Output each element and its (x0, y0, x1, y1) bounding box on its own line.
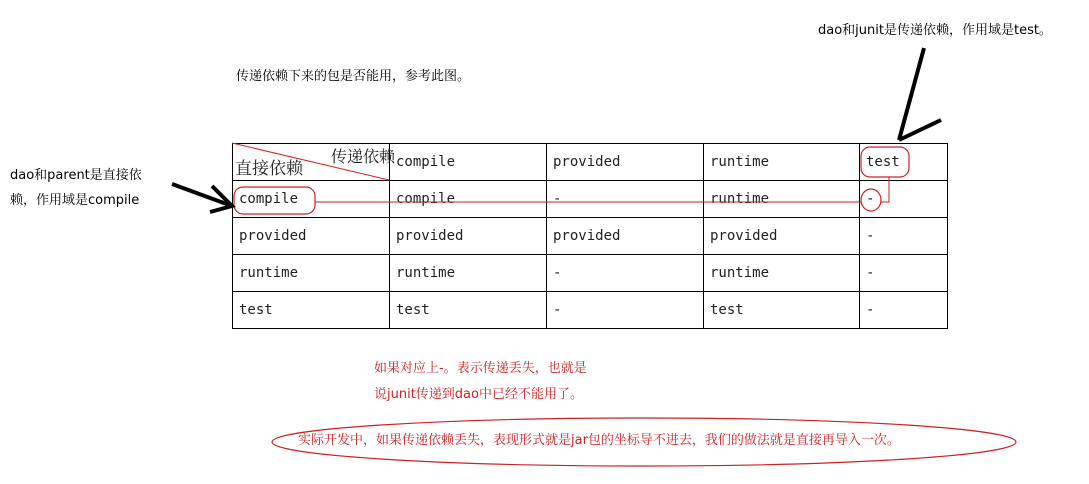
header-cell: runtime (704, 144, 860, 181)
left-note-line1: dao和parent是直接依 (10, 168, 142, 183)
test-highlight-oval (861, 147, 909, 177)
bottom-note-oval (272, 418, 1016, 466)
top-note: 传递依赖下来的包是否能用，参考此图。 (236, 69, 471, 84)
table-cell: - (547, 292, 704, 329)
table-cell: runtime (704, 181, 860, 218)
row-label-cell: provided (233, 218, 390, 255)
table-cell: runtime (390, 255, 547, 292)
row-label-cell: compile (233, 181, 390, 218)
header-cell: provided (547, 144, 704, 181)
table-cell: - (860, 181, 948, 218)
left-arrow (172, 184, 232, 212)
corner-right-label: 传递依赖 (330, 147, 395, 166)
table-cell: provided (547, 218, 704, 255)
header-cell: test (860, 144, 948, 181)
table-cell: test (704, 292, 860, 329)
compile-highlight-oval (234, 187, 315, 214)
table-cell: - (860, 292, 948, 329)
row-label-cell: runtime (233, 255, 390, 292)
table-cell: provided (390, 218, 547, 255)
corner-left-label: 直接依赖 (235, 159, 303, 179)
right-arrow (899, 48, 941, 140)
table-cell: provided (704, 218, 860, 255)
table-cell: - (860, 255, 948, 292)
red-note-line2: 说junit传递到dao中已经不能用了。 (374, 387, 583, 402)
table-cell: - (547, 181, 704, 218)
dash-highlight-circle (861, 189, 881, 211)
bottom-note: 实际开发中，如果传递依赖丢失，表现形式就是jar包的坐标导不进去，我们的做法就是直接再导入一次。 (298, 433, 900, 448)
table-cell: - (860, 218, 948, 255)
corner-diagonal-line (232, 143, 389, 180)
table-cell: test (390, 292, 547, 329)
left-note-line2: 赖，作用域是compile (10, 193, 140, 208)
column-link-line (881, 177, 889, 202)
red-note-line1: 如果对应上-。表示传递丢失，也就是 (374, 361, 587, 376)
table-cell: runtime (704, 255, 860, 292)
row-label-cell: test (233, 292, 390, 329)
header-cell: compile (390, 144, 547, 181)
right-note: dao和junit是传递依赖，作用域是test。 (818, 23, 1052, 38)
table-cell: compile (390, 181, 547, 218)
table-cell: - (547, 255, 704, 292)
